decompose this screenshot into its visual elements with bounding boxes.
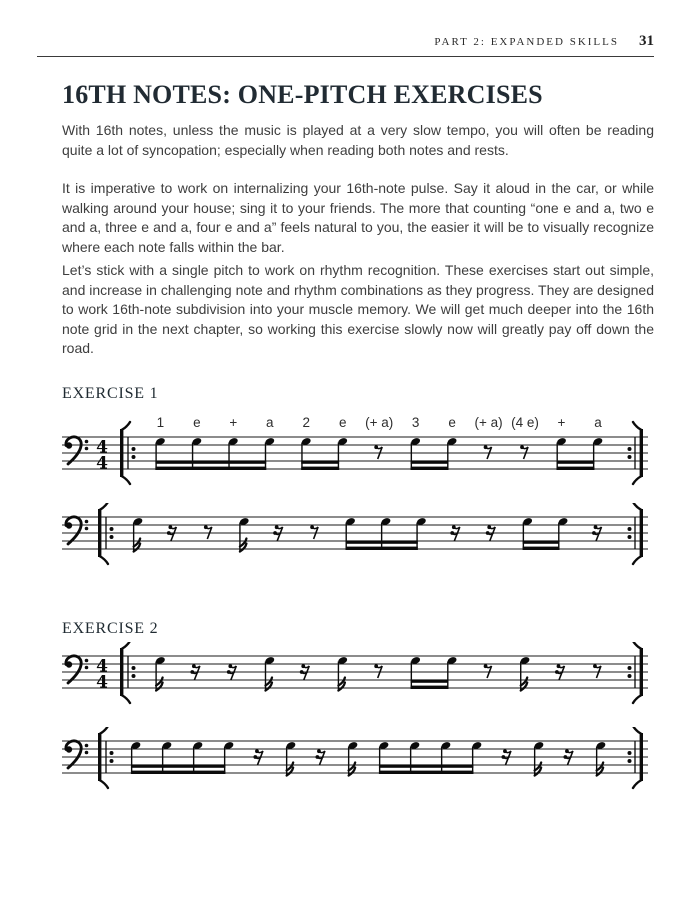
- count-label: (4 e): [511, 415, 539, 430]
- count-label: 2: [302, 415, 311, 430]
- running-header: [434, 33, 654, 50]
- svg-text:4: 4: [96, 453, 108, 474]
- count-label: e: [448, 415, 456, 430]
- eighth-rest: [520, 445, 528, 459]
- staff-exercise2-line2: [62, 727, 648, 793]
- count-label: 3: [411, 415, 420, 430]
- count-label: 1: [156, 415, 165, 430]
- count-labels: [157, 415, 603, 430]
- svg-text:4: 4: [96, 656, 108, 677]
- paragraph-2: It is imperative to work on internalizing your 16th-note pulse. Say it aloud in the car, or while walking around your house; sing it to your friends. The more that counting “one e and a, two e and a, three e and a, four e and a” feels natural to you, the easier it will be to visually recognize where each note falls within the bar.: [62, 180, 654, 255]
- svg-text:4: 4: [96, 437, 108, 458]
- eighth-rest: [374, 445, 382, 459]
- sixteenth-note: [520, 656, 531, 691]
- staff-lines: [62, 656, 648, 688]
- eighth-rest: [204, 525, 212, 539]
- bass-clef-icon: [66, 517, 89, 544]
- svg-text:4: 4: [96, 672, 108, 693]
- sixteenth-note: [286, 741, 297, 776]
- bass-clef-icon: [66, 656, 89, 683]
- page-number: 31: [639, 33, 654, 49]
- count-label: (+ a): [474, 415, 503, 430]
- eighth-rest: [484, 664, 492, 678]
- eighth-rest: [484, 445, 492, 459]
- paragraph-3: Let’s stick with a single pitch to work on rhythm recognition. These exercises start out simple, and increase in challenging note and rhythm combinations as they progress. They are designed to work 16th-note subdivision into your muscle memory. We will get much deeper into the 16th note grid in the next chapter, so working this exercise slowly now will greatly pay off down the road.: [62, 262, 654, 356]
- beams: [411, 679, 449, 689]
- time-signature: [96, 438, 108, 474]
- eighth-rest: [374, 664, 382, 678]
- count-label: e: [193, 415, 201, 430]
- paragraph-1: With 16th notes, unless the music is played at a very slow tempo, you will often be reading quite a lot of syncopation; especially when reading both notes and rests.: [62, 122, 654, 158]
- sixteenth-note: [133, 517, 144, 552]
- sixteenth-note: [337, 656, 348, 691]
- page-title: 16TH NOTES: ONE-PITCH EXERCISES: [62, 80, 543, 109]
- eighth-rest: [593, 664, 601, 678]
- staff-exercise1-line1: [62, 407, 648, 489]
- sixteenth-note: [239, 517, 250, 552]
- count-label: +: [557, 415, 566, 430]
- count-label: a: [594, 415, 602, 430]
- count-label: (+ a): [365, 415, 394, 430]
- sixteenth-note: [596, 741, 607, 776]
- eighth-rest: [310, 525, 318, 539]
- sixteenth-note: [264, 656, 275, 691]
- part-label: PART 2: EXPANDED SKILLS: [434, 36, 619, 48]
- time-signature: [96, 657, 108, 693]
- sixteenth-note: [534, 741, 545, 776]
- sixteenth-note: [348, 741, 359, 776]
- bass-clef-icon: [66, 741, 89, 768]
- count-label: a: [266, 415, 274, 430]
- count-label: +: [229, 415, 238, 430]
- exercise-2-heading: EXERCISE 2: [62, 620, 159, 637]
- staff-exercise1-line2: [62, 503, 648, 569]
- staff-exercise2-line1: [62, 642, 648, 708]
- sixteenth-note: [155, 656, 166, 691]
- count-label: e: [338, 415, 347, 430]
- exercise-1-heading: EXERCISE 1: [62, 385, 159, 402]
- bass-clef-icon: [66, 437, 89, 464]
- header-rule: [37, 56, 654, 57]
